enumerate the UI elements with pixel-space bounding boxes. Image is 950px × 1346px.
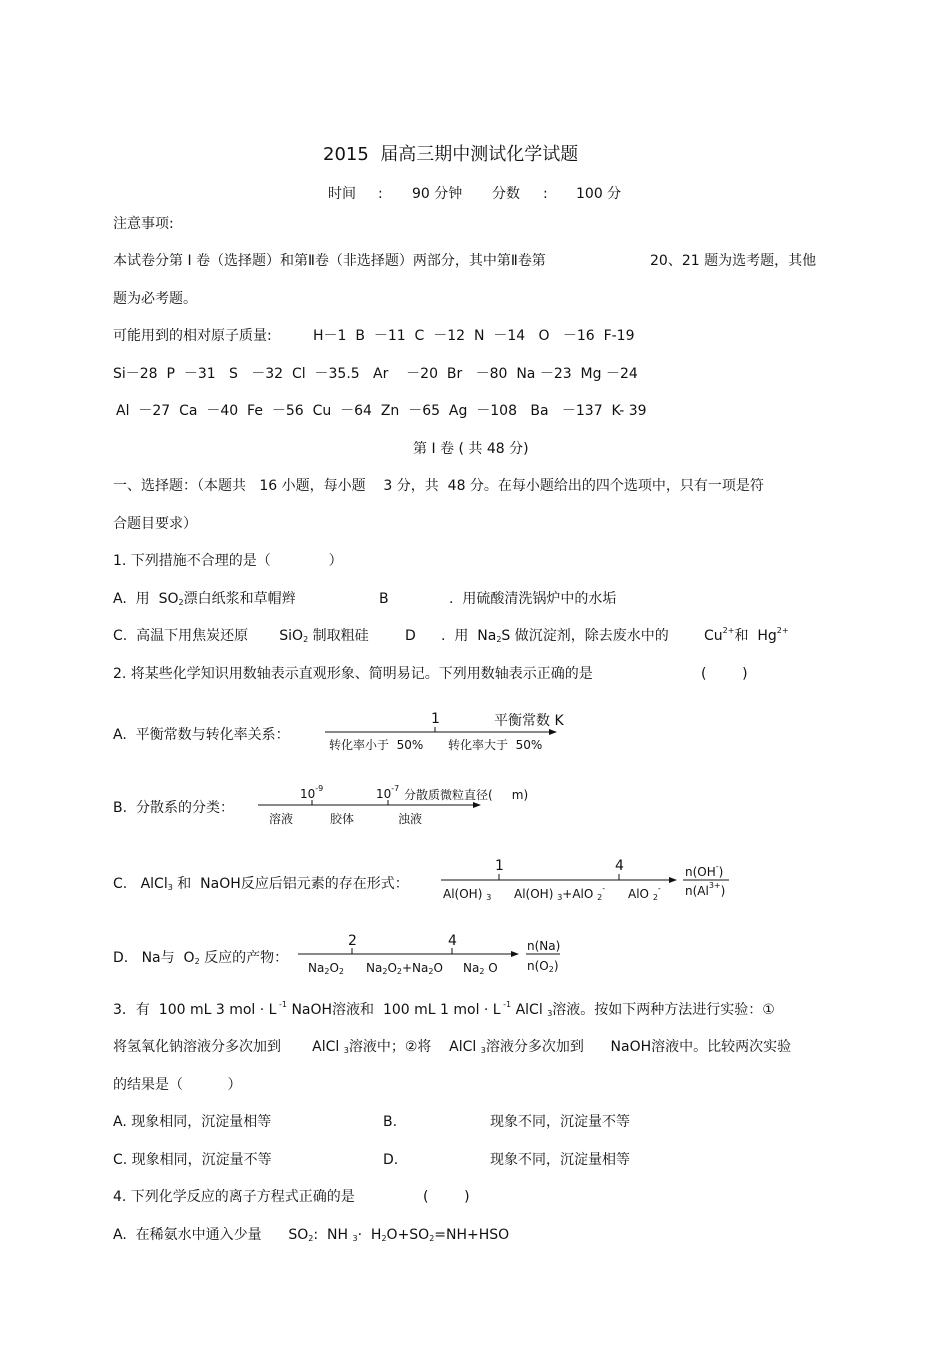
q3-option-d: 现象不同，沉淀量相等: [490, 1152, 630, 1168]
q2-a-tick: 1: [431, 711, 440, 727]
q2-a-label: A. 平衡常数与转化率关系：: [113, 727, 290, 743]
notice-heading: 注意事项:: [113, 216, 174, 232]
score-label: 分数: [492, 186, 520, 202]
q2-b-tick2: $10^{-7}$: [376, 784, 400, 801]
q3-line3: 的结果是（ ）: [113, 1077, 242, 1093]
q2-c-region2: Al(OH) $_3$+AlO $_2$-: [514, 884, 606, 902]
q2-c-tick1: 1: [495, 858, 504, 874]
q2-d-ratio-denominator: $n(O_2)$: [527, 959, 559, 974]
q2-c-ratio-numerator: n(OH-): [685, 862, 724, 879]
q1-option-d-ions: $Cu^{2+}$和 $Hg^{2+}$: [704, 626, 789, 644]
q4-answer-paren: ( ): [423, 1189, 470, 1205]
q3-line2: 将氢氧化钠溶液分多次加到 AlCl $_3$溶液中；②将 AlCl $_3$溶液分多次加到 NaOH溶液中。比较两次实验: [113, 1039, 792, 1055]
q1-option-b-text: . 用硫酸清洗锅炉中的水垢: [449, 591, 617, 607]
q1-option-a: A. 用 $SO_2$漂白纸浆和草帽辫: [113, 591, 296, 607]
q1-option-b-label: B: [379, 591, 389, 607]
atomic-masses-2: Si－28 P －31 S －32 Cl －35.5 Ar －20 Br －80 Na －23 Mg －24: [113, 366, 638, 382]
q2-a-axis-label: 平衡常数 K: [494, 713, 564, 729]
q3-option-c: C. 现象相同，沉淀量不等: [113, 1152, 272, 1168]
q1-option-d-label: D: [405, 628, 416, 644]
q2-d-tick2: 4: [448, 933, 457, 949]
q2-c-label: C. AlCl$_3$ 和 NaOH反应后铝元素的存在形式：: [113, 876, 409, 892]
notice-line2: 题为必考题。: [113, 291, 197, 307]
section-title: 第 I 卷 ( 共 48 分): [413, 441, 529, 457]
q2-b-label: B. 分散系的分类：: [113, 800, 234, 816]
q3-option-d-label: D.: [383, 1152, 399, 1168]
q2-b-region2: 胶体: [330, 812, 355, 826]
q1-stem: 1. 下列措施不合理的是（ ）: [113, 553, 343, 569]
q2-c-tick2: 4: [615, 858, 624, 874]
q1-option-c: C. 高温下用焦炭还原 SiO$_2$ 制取粗硅: [113, 628, 369, 644]
q2-d-region3: $Na_2$ O: [463, 961, 498, 976]
time-colon: :: [378, 186, 383, 202]
q2-b-region3: 浊液: [398, 812, 423, 826]
q2-stem: 2. 将某些化学知识用数轴表示直观形象、简明易记。下列用数轴表示正确的是: [113, 666, 593, 682]
q2-d-tick1: 2: [348, 933, 357, 949]
q2-a-left-region: 转化率小于 50%: [329, 738, 424, 752]
time-value: 90 分钟: [412, 186, 463, 202]
q2-b-axis-label: 分散质微粒直径( m): [404, 788, 529, 802]
section-instr-1: 一、选择题：（本题共 16 小题，每小题 3 分，共 48 分。在每小题给出的四个选项中，只有一项是符: [113, 478, 764, 494]
atomic-intro: 可能用到的相对原子质量:: [113, 328, 272, 344]
section-instr-2: 合题目要求）: [113, 516, 197, 532]
q2-d-label: D. Na与 $O_2$ 反应的产物：: [113, 950, 289, 966]
score-value: 100 分: [576, 186, 622, 202]
q3-line1: 3．有 100 mL 3 mol · L $^{-1}$ NaOH溶液和 100 mL 1 mol · L $^{-1}$ AlCl $_3$溶液。按如下两种方法进行实验：①: [113, 1000, 775, 1018]
q3-option-a: A. 现象相同，沉淀量相等: [113, 1114, 272, 1130]
q2-d-region1: $Na_2O_2$: [308, 961, 344, 976]
q1-option-d-text: . 用 $Na_2S$ 做沉淀剂，除去废水中的: [441, 628, 669, 644]
notice-line1b: 20、21 题为选考题，其他: [650, 253, 817, 269]
q2-b-tick1: $10^{-9}$: [300, 784, 324, 801]
q2-a-right-region: 转化率大于 50%: [448, 738, 543, 752]
q2-d-region2: $Na_2O_2+Na_2O$: [366, 961, 443, 976]
page-title: 2015 届高三期中测试化学试题: [323, 144, 579, 165]
q2-c-ratio-denominator: $n(Al^{3+})$: [685, 881, 726, 898]
q4-stem: 4. 下列化学反应的离子方程式正确的是: [113, 1189, 355, 1205]
q2-answer-paren: ( ): [701, 666, 748, 682]
q2-b-region1: 溶液: [269, 812, 294, 826]
q4-option-a: A. 在稀氨水中通入少量 $SO_2$: NH $_3\cdot H_2O+SO_2=NH+HSO$: [113, 1227, 510, 1243]
q3-option-b-label: B.: [383, 1114, 398, 1130]
time-label: 时间: [328, 186, 356, 202]
q2-c-region3: AlO $_2$-: [628, 884, 661, 902]
q2-d-ratio-numerator: n(Na): [527, 939, 561, 953]
q2-c-region1: Al(OH) $_3$: [443, 887, 492, 902]
atomic-masses-3: Al －27 Ca －40 Fe －56 Cu －64 Zn －65 Ag －108 Ba －137 K- 39: [116, 403, 647, 419]
notice-line1a: 本试卷分第 I 卷（选择题）和第Ⅱ卷（非选择题）两部分，其中第Ⅱ卷第: [113, 253, 546, 269]
q3-option-b: 现象不同，沉淀量不等: [490, 1114, 630, 1130]
score-colon: :: [543, 186, 548, 202]
atomic-masses-1: H－1 B －11 C －12 N －14 O －16 F-19: [313, 328, 635, 344]
